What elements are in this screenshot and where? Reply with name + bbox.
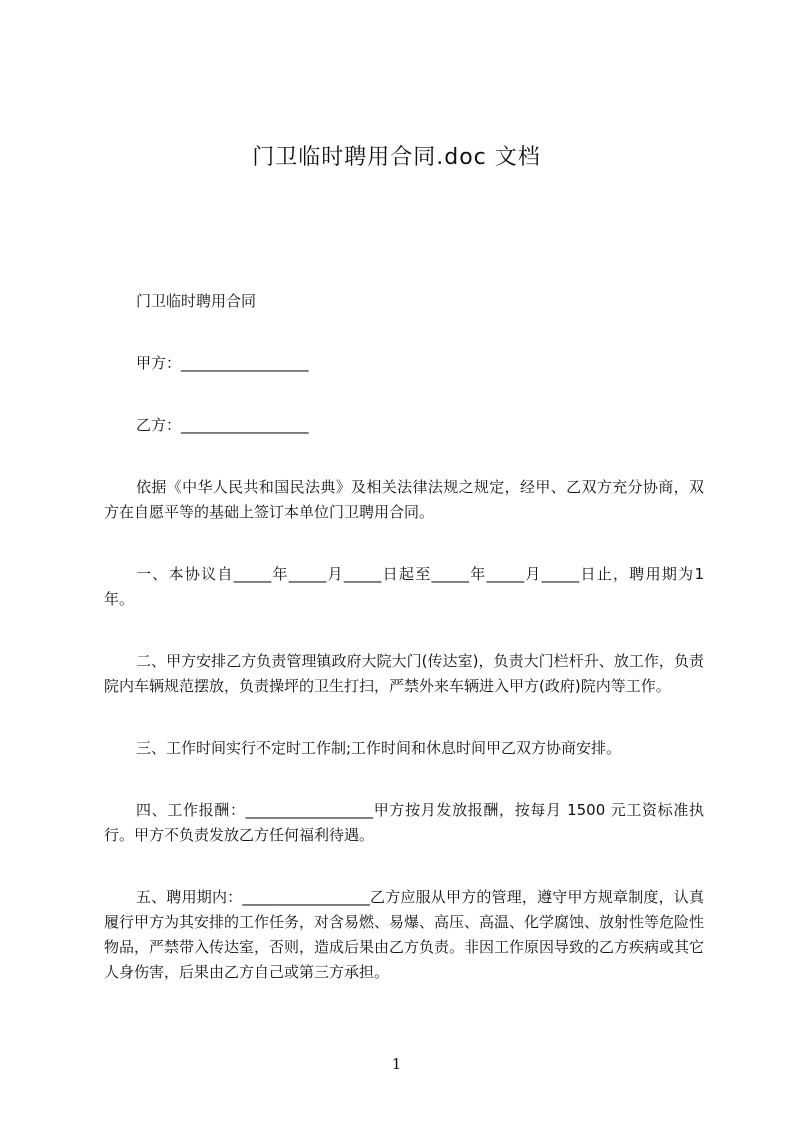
clause-1-term: 一、本协议自_____年_____月_____日起至_____年_____月_____日止，聘用期为1 年。 — [104, 565, 704, 608]
clause-5-obligations: 五、聘用期内：_________________乙方应服从甲方的管理，遵守甲方规章制度，认真履行甲方为其安排的工作任务，对含易燃、易爆、高压、高温、化学腐蚀、放射性等危险性物品，严禁带入传达室，否则，造成后果由乙方负责。非因工作原因导致的乙方疾病或其它人身伤害，后果由乙方自己或第三方承担。 — [104, 888, 705, 981]
clause-2-duties: 二、甲方安排乙方负责管理镇政府大院大门(传达室)，负责大门栏杆升、放工作，负责院内车辆规范摆放，负责操坪的卫生打扫，严禁外来车辆进入甲方(政府)院内等工作。 — [104, 652, 704, 695]
document-title: 门卫临时聘用合同.doc 文档 — [252, 145, 541, 170]
contract-heading: 门卫临时聘用合同 — [136, 292, 257, 310]
preamble-paragraph: 依据《中华人民共和国民法典》及相关法律法规之规定，经甲、乙双方充分协商，双方在自愿平等的基础上签订本单位门卫聘用合同。 — [104, 478, 704, 521]
party-a-line: 甲方：_________________ — [136, 354, 309, 372]
clause-3-working-hours: 三、工作时间实行不定时工作制;工作时间和休息时间甲乙双方协商安排。 — [136, 739, 622, 757]
document-body — [104, 289, 704, 1022]
clause-4-remuneration: 四、工作报酬：_________________甲方按月发放报酬，按每月 1500 元工资标准执行。甲方不负责发放乙方任何福利待遇。 — [104, 801, 704, 844]
party-b-line: 乙方：_________________ — [136, 416, 309, 434]
page-number: 1 — [391, 1055, 402, 1073]
